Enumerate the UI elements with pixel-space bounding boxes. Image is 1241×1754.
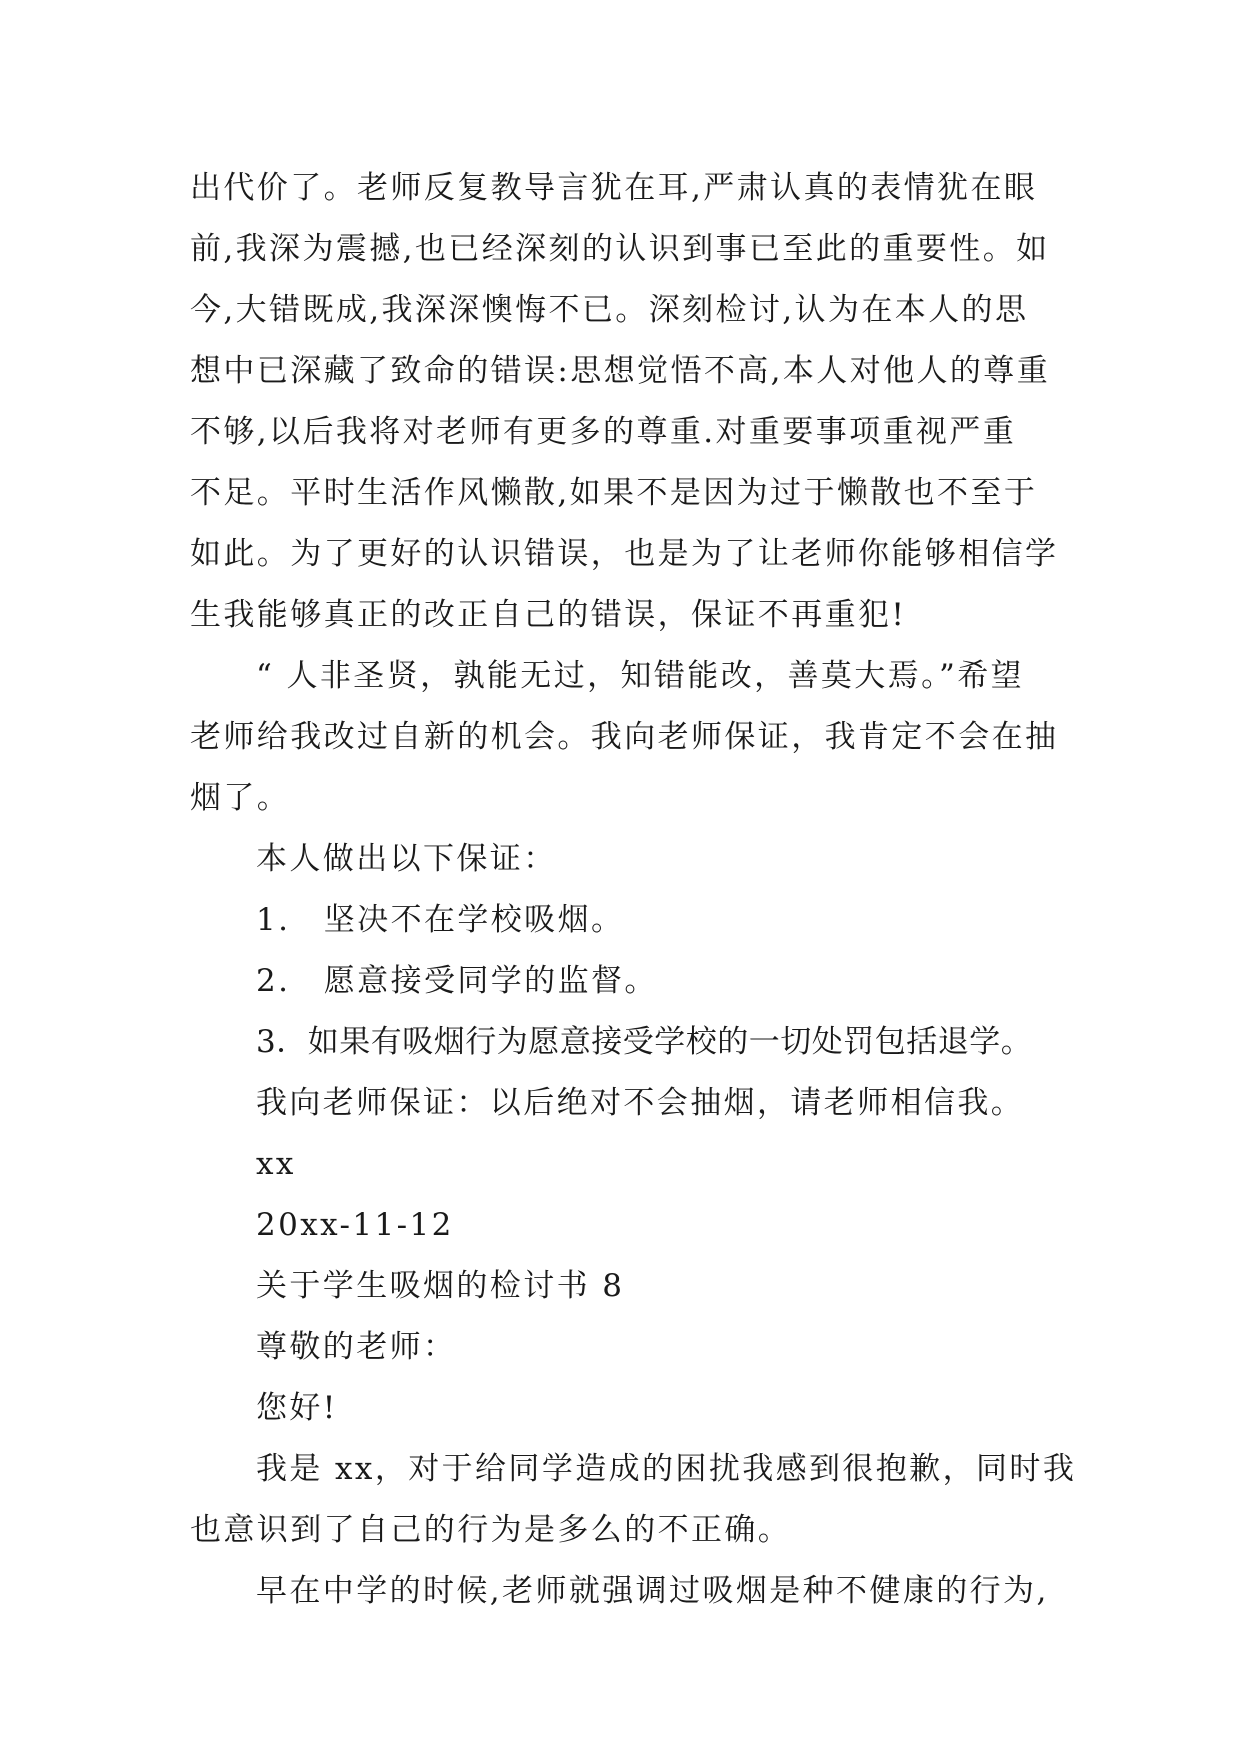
- paragraph-line: “ 人非圣贤，孰能无过，知错能改，善莫大焉。”希望: [256, 658, 1025, 694]
- paragraph-line: 本人做出以下保证：: [256, 841, 557, 877]
- list-item: 2. 愿意接受同学的监督。: [256, 963, 658, 999]
- paragraph-line: 今,大错既成,我深深懊悔不已。深刻检讨,认为在本人的思: [190, 292, 1029, 328]
- paragraph-line: 也意识到了自己的行为是多么的不正确。: [190, 1512, 792, 1548]
- paragraph-line: 烟了。: [190, 780, 291, 816]
- list-item: 3．如果有吸烟行为愿意接受学校的一切处罚包括退学。: [256, 1024, 1033, 1060]
- paragraph-line: 老师给我改过自新的机会。我向老师保证，我肯定不会在抽: [190, 719, 1059, 755]
- paragraph-line: 我向老师保证：以后绝对不会抽烟，请老师相信我。: [256, 1085, 1025, 1121]
- salutation: 尊敬的老师：: [256, 1329, 457, 1365]
- signature-name: xx: [256, 1146, 296, 1182]
- section-title: 关于学生吸烟的检讨书 8: [256, 1268, 625, 1304]
- paragraph-line: 生我能够真正的改正自己的错误，保证不再重犯!: [190, 597, 907, 633]
- paragraph-line: 前,我深为震撼,也已经深刻的认识到事已至此的重要性。如: [190, 231, 1050, 267]
- paragraph-line: 出代价了。老师反复教导言犹在耳,严肃认真的表情犹在眼: [190, 170, 1038, 206]
- paragraph-line: 早在中学的时候,老师就强调过吸烟是种不健康的行为,: [256, 1573, 1049, 1609]
- paragraph-line: 如此。为了更好的认识错误，也是为了让老师你能够相信学: [190, 536, 1059, 572]
- list-item: 1. 坚决不在学校吸烟。: [256, 902, 625, 938]
- paragraph-line: 我是 xx，对于给同学造成的困扰我感到很抱歉，同时我: [256, 1451, 1077, 1487]
- document-page: [190, 158, 1077, 1622]
- signature-date: 20xx-11-12: [256, 1207, 454, 1243]
- paragraph-line: 不够,以后我将对老师有更多的尊重.对重要事项重视严重: [190, 414, 1017, 450]
- paragraph-line: 想中已深藏了致命的错误:思想觉悟不高,本人对他人的尊重: [190, 353, 1051, 389]
- paragraph-line: 不足。平时生活作风懒散,如果不是因为过于懒散也不至于: [190, 475, 1038, 511]
- greeting: 您好!: [256, 1390, 338, 1426]
